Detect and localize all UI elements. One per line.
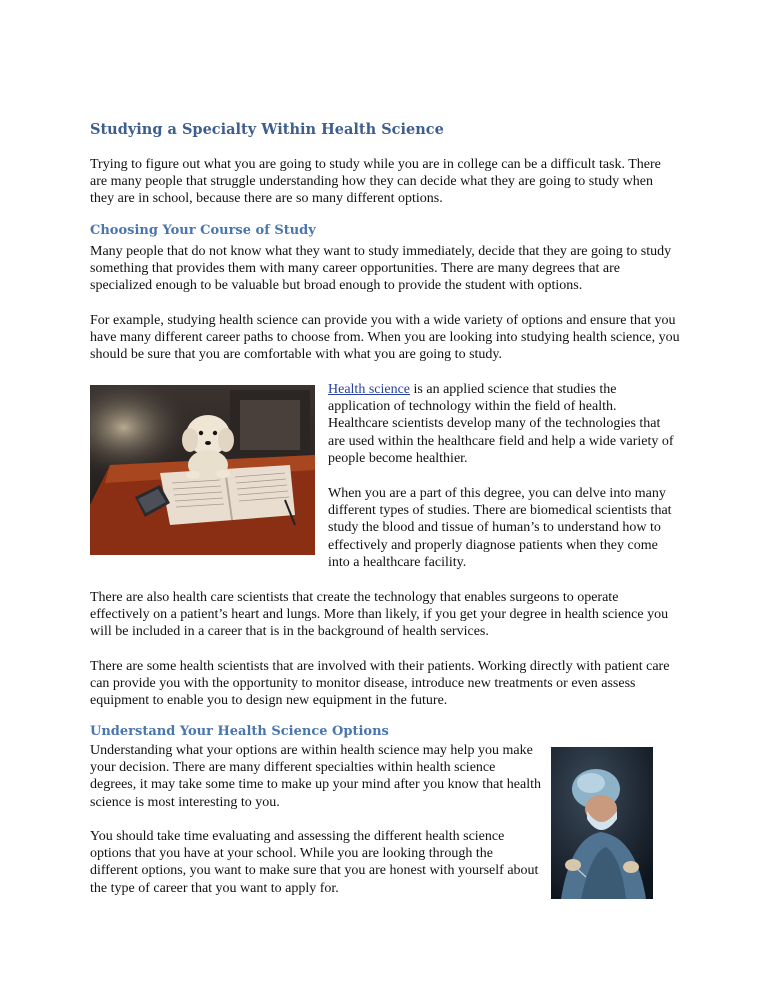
paragraph-example: For example, studying health science can provide you with a wide variety of options and ensure that you have many different career paths to choose from. When you are looking into studying health science, you should be sure that you are comfortable with what you are going to study. (90, 313, 680, 363)
paragraph-evaluate-options: You should take time evaluating and assessing the different health science options that you have at your school. While you are looking through the different options, you want to make sure that you are honest with yourself about the type of career that you want to apply for. (90, 829, 539, 896)
paragraph-health-science-definition (328, 381, 676, 467)
section-heading-options: Understand Your Health Science Options (90, 724, 389, 739)
paragraph-understanding-options: Understanding what your options are within health science may help you make your decision. There are many different specialties within health science degrees, it may take some time to make up your mind after you know that health science is most interesting to you. (90, 743, 541, 810)
surgeon-photo (551, 747, 653, 899)
paragraph-study-options: Many people that do not know what they want to study immediately, decide that they are going to study something that provides them with many career opportunities. There are many degrees that are specialized enough to be valuable but broad enough to provide the student with options. (90, 244, 672, 294)
intro-paragraph: Trying to figure out what you are going to study while you are in college can be a difficult task. There are many people that struggle understanding how they can decide what they are going to study when they are in school, because there are so many different options. (90, 157, 661, 207)
paragraph-patient-care: There are some health scientists that are involved with their patients. Working directly with patient care can provide you with the opportunity to monitor disease, introduce new treatments or even assess equipment to enable you to design new equipment in the future. (90, 659, 670, 709)
definition-text: is an applied science that studies the application of technology within the field of health. Healthcare scientists develop many of the technologies that are used within the healthcare field and help a wide variety of people become healthier. (328, 382, 674, 466)
paragraph-surgeons-technology: There are also health care scientists that create the technology that enables surgeons to operate effectively on a patient’s heart and lungs. More than likely, if you get your degree in health science you will be included in a career that is in the background of health services. (90, 590, 669, 640)
page-title: Studying a Specialty Within Health Science (90, 121, 444, 138)
dog-reading-photo (90, 385, 315, 555)
section-heading-choosing: Choosing Your Course of Study (90, 223, 316, 238)
paragraph-delve-studies: When you are a part of this degree, you can delve into many different types of studies. There are biomedical scientists that study the blood and tissue of human’s to understand how to effectively and properly diagnose patients when they come into a healthcare facility. (328, 486, 672, 570)
health-science-link[interactable]: Health science (328, 382, 411, 397)
